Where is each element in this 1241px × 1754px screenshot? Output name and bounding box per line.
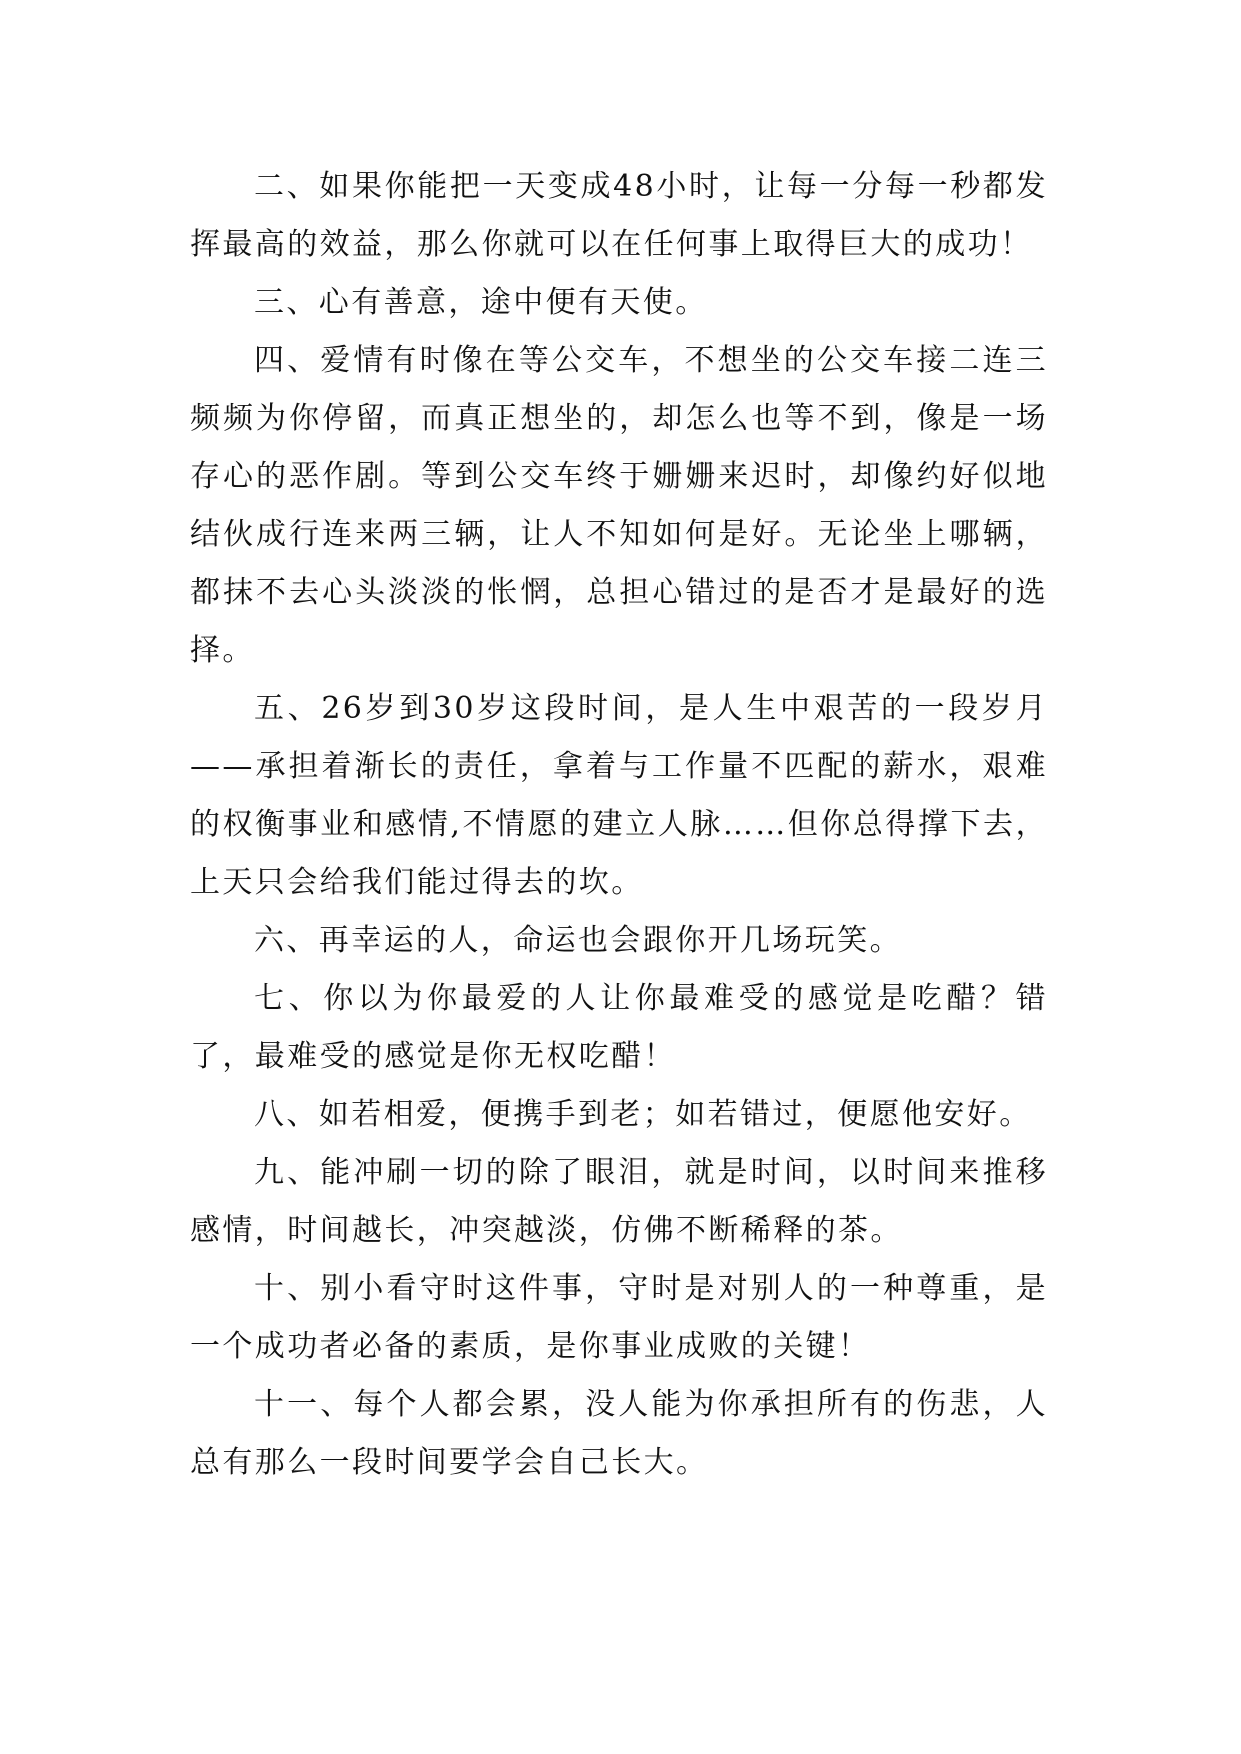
paragraph-3: 三、心有善意，途中便有天使。 [254,285,708,320]
paragraph-5: 五、26岁到30岁这段时间，是人生中艰苦的一段岁月——承担着渐长的责任，拿着与工作量不匹配的薪水，艰难的权衡事业和感情,不情愿的建立人脉……但你总得撑下去，上天只会给我们能过得去的坎。 [190,691,1048,900]
paragraph-10: 十、别小看守时这件事，守时是对别人的一种尊重，是一个成功者必备的素质，是你事业成败的关键！ [190,1271,1048,1364]
document-body [190,158,1048,1492]
paragraph-6: 六、再幸运的人，命运也会跟你开几场玩笑。 [254,923,902,958]
paragraph-7: 七、你以为你最爱的人让你最难受的感觉是吃醋？错了，最难受的感觉是你无权吃醋！ [190,981,1048,1074]
paragraph-4: 四、爱情有时像在等公交车，不想坐的公交车接二连三频频为你停留，而真正想坐的，却怎么也等不到，像是一场存心的恶作剧。等到公交车终于姗姗来迟时，却像约好似地结伙成行连来两三辆，让人不知如何是好。无论坐上哪辆，都抹不去心头淡淡的怅惘，总担心错过的是否才是最好的选择。 [190,343,1048,668]
paragraph-11: 十一、每个人都会累，没人能为你承担所有的伤悲，人总有那么一段时间要学会自己长大。 [190,1387,1048,1480]
paragraph-8: 八、如若相爱，便携手到老；如若错过，便愿他安好。 [254,1097,1032,1132]
paragraph-9: 九、能冲刷一切的除了眼泪，就是时间，以时间来推移感情，时间越长，冲突越淡，仿佛不断稀释的茶。 [190,1155,1048,1248]
paragraph-2: 二、如果你能把一天变成48小时，让每一分每一秒都发挥最高的效益，那么你就可以在任何事上取得巨大的成功！ [190,169,1048,262]
